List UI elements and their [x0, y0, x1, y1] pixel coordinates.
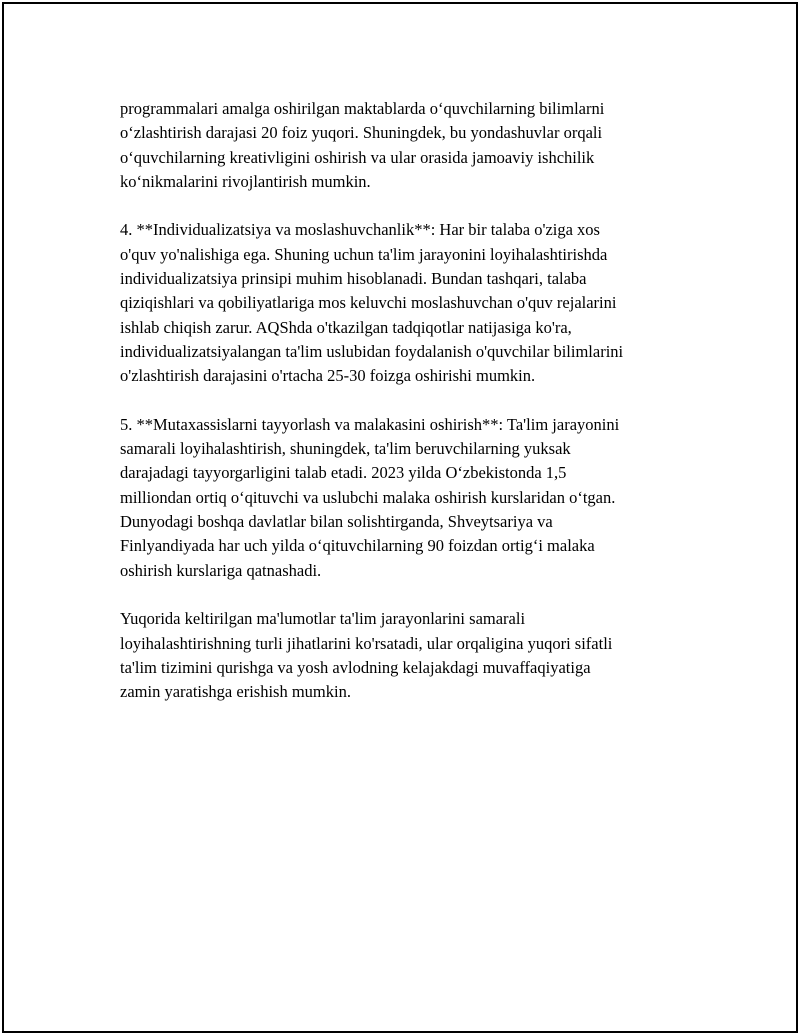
- text-line: Finlyandiyada har uch yilda o‘qituvchilarning 90 foizdan ortig‘i malaka: [120, 536, 595, 556]
- paragraph-specialist-training: [120, 413, 710, 583]
- text-line: individualizatsiya prinsipi muhim hisoblanadi. Bundan tashqari, talaba: [120, 269, 587, 289]
- text-line: qiziqishlari va qobiliyatlariga mos keluvchi moslashuvchan o'quv rejalarini: [120, 293, 617, 313]
- text-line: samarali loyihalashtirish, shuningdek, ta'lim beruvchilarning yuksak: [120, 439, 571, 459]
- text-line: milliondan ortiq o‘qituvchi va uslubchi malaka oshirish kurslaridan o‘tgan.: [120, 487, 616, 507]
- text-line: o‘quvchilarning kreativligini oshirish va ular orasida jamoaviy ishchilik: [120, 147, 595, 167]
- page-frame: [2, 2, 798, 1033]
- text-line: programmalari amalga oshirilgan maktablarda o‘quvchilarning bilimlarni: [120, 99, 605, 118]
- text-line: ishlab chiqish zarur. AQShda o'tkazilgan tadqiqotlar natijasiga ko'ra,: [120, 317, 572, 337]
- text-line: ko‘nikmalarini rivojlantirish mumkin.: [120, 171, 371, 191]
- text-line: o'zlashtirish darajasini o'rtacha 25-30 foizga oshirishi mumkin.: [120, 366, 536, 386]
- text-line: zamin yaratishga erishish mumkin.: [120, 682, 351, 702]
- text-line: o'quv yo'nalishiga ega. Shuning uchun ta'lim jarayonini loyihalashtirishda: [120, 244, 608, 264]
- text-line: 4. **Individualizatsiya va moslashuvchanlik**: Har bir talaba o'ziga xos: [120, 220, 600, 240]
- text-line: o‘zlashtirish darajasi 20 foiz yuqori. Shuningdek, bu yondashuvlar orqali: [120, 123, 603, 143]
- paragraph-intro-continuation: [120, 97, 710, 194]
- text-line: individualizatsiyalangan ta'lim uslubidan foydalanish o'quvchilar bilimlarini: [120, 341, 624, 361]
- text-line: loyihalashtirishning turli jihatlarini ko'rsatadi, ular orqaligina yuqori sifatli: [120, 633, 613, 653]
- text-line: Yuqorida keltirilgan ma'lumotlar ta'lim jarayonlarini samarali: [120, 609, 526, 629]
- text-line: Dunyodagi boshqa davlatlar bilan solishtirganda, Shveytsariya va: [120, 512, 553, 532]
- text-line: ta'lim tizimini qurishga va yosh avlodning kelajakdagi muvaffaqiyatiga: [120, 657, 591, 677]
- paragraph-conclusion: [120, 607, 710, 704]
- text-line: darajadagi tayyorgarligini talab etadi. 2023 yilda O‘zbekistonda 1,5: [120, 463, 567, 483]
- paragraph-individualization: [120, 218, 710, 388]
- text-line: oshirish kurslariga qatnashadi.: [120, 560, 322, 580]
- text-line: 5. **Mutaxassislarni tayyorlash va malakasini oshirish**: Ta'lim jarayonini: [120, 414, 620, 434]
- document-body: [120, 97, 710, 729]
